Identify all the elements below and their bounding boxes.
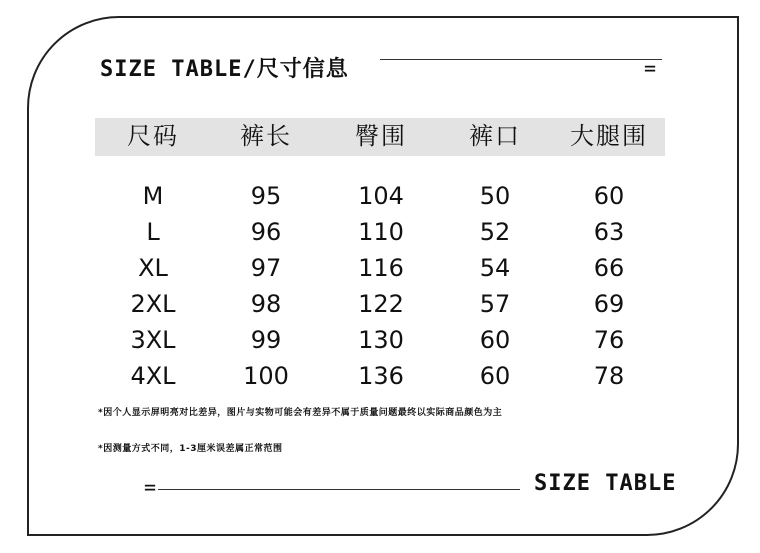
- size-label-cell: 4XL: [130, 362, 176, 390]
- measurement-tolerance-note: *因测量方式不同，1-3厘米误差属正常范围: [98, 444, 283, 454]
- measurement-cell: 130: [358, 326, 404, 354]
- table-header-cell: 尺码: [127, 122, 179, 150]
- measurement-cell: 60: [479, 362, 511, 390]
- measurement-cell: 96: [250, 218, 282, 246]
- table-header-cell: 臀围: [355, 122, 407, 150]
- measurement-cell: 116: [358, 254, 404, 282]
- size-label-cell: 2XL: [130, 290, 176, 318]
- table-header-cell: 裤长: [240, 122, 292, 150]
- measurement-cell: 100: [243, 362, 289, 390]
- measurement-cell: 136: [358, 362, 404, 390]
- table-header-cell: 裤口: [469, 122, 521, 150]
- size-label-cell: L: [146, 218, 160, 246]
- size-table-title: SIZE TABLE/尺寸信息: [100, 57, 349, 82]
- size-label-cell: XL: [138, 254, 168, 282]
- title-rule-bottom: [158, 489, 520, 490]
- measurement-cell: 50: [479, 182, 511, 210]
- measurement-cell: 97: [250, 254, 282, 282]
- measurement-cell: 69: [593, 290, 625, 318]
- measurement-cell: 60: [479, 326, 511, 354]
- size-table-footer-title: SIZE TABLE: [534, 471, 677, 496]
- measurement-cell: 54: [479, 254, 511, 282]
- measurement-cell: 57: [479, 290, 511, 318]
- size-label-cell: 3XL: [130, 326, 176, 354]
- measurement-cell: 76: [593, 326, 625, 354]
- table-header-cell: 大腿围: [570, 122, 648, 150]
- measurement-cell: 122: [358, 290, 404, 318]
- color-disclaimer-note: *因个人显示屏明亮对比差异，图片与实物可能会有差异不属于质量问题最终以实际商品颜色为主: [98, 408, 503, 418]
- measurement-cell: 99: [250, 326, 282, 354]
- size-label-cell: M: [142, 182, 164, 210]
- measurement-cell: 98: [250, 290, 282, 318]
- measurement-cell: 104: [358, 182, 404, 210]
- title-rule-top: [380, 59, 662, 60]
- measurement-cell: 95: [250, 182, 282, 210]
- measurement-cell: 66: [593, 254, 625, 282]
- measurement-cell: 52: [479, 218, 511, 246]
- equals-mark-bottom: =: [144, 475, 157, 499]
- measurement-cell: 63: [593, 218, 625, 246]
- equals-mark-top: =: [644, 56, 657, 80]
- measurement-cell: 110: [358, 218, 404, 246]
- measurement-cell: 78: [593, 362, 625, 390]
- measurement-cell: 60: [593, 182, 625, 210]
